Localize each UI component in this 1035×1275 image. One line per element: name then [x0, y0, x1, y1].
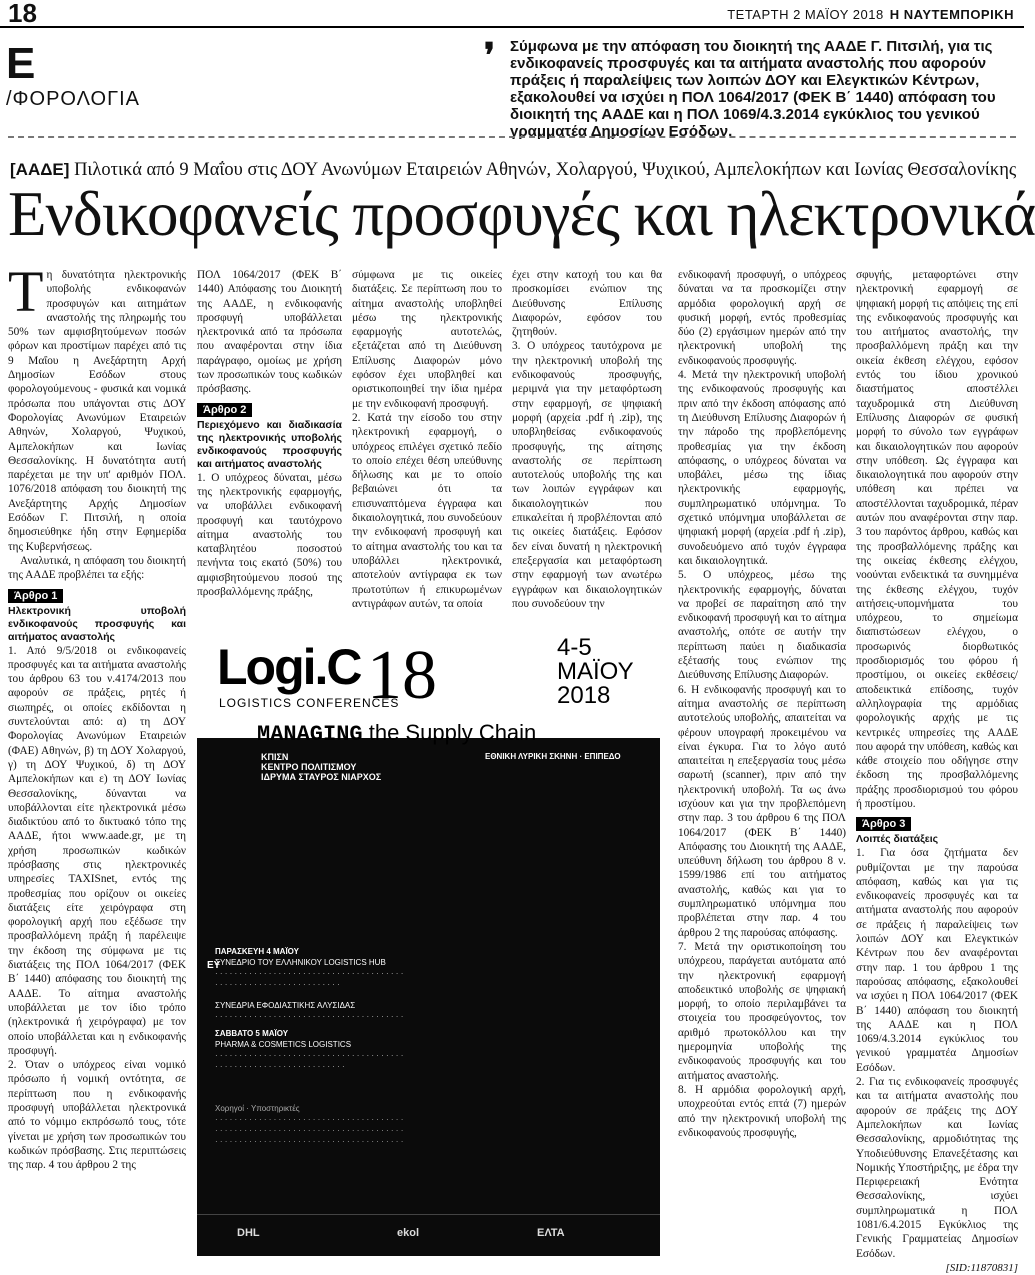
tagline-supply: the Supply Chain	[362, 720, 537, 745]
conference-logo-number: 18	[367, 637, 437, 714]
agenda-detail: · · · · · · · · · · · · · · · · · · · · · · · · · · · · · · · · · · · · · · ·	[215, 1051, 404, 1060]
paragraph: 1. Για όσα ζητήματα δεν ρυθμίζονται με την παρούσα απόφαση, καθώς και για τις ενδικοφανείς προσφυγές και τα αιτήματα αναστολής που αφορούν σε πράξεις ή παραλείψεις των λοιπών ΔΟΥ και Ελεγκτικών Κέντρων που δεν αναφέρονται στην παρ. 1 του άρθρου 1 της παρούσας απόφασης, εξακολουθεί να ισχύει η ΠΟΛ 1064/2017 (ΦΕΚ Β΄ 1440) απόφαση του διοικητή της ΑΑΔΕ και η ΠΟΛ 1069/4.3.2014 εγκύκλιος του γενικού γραμματέα Δημοσίων Εσόδων.	[856, 847, 1018, 1074]
logistics-conference-ad	[197, 628, 660, 1256]
article-subtitle: Λοιπές διατάξεις	[856, 833, 939, 846]
ey-mark: ΕΥ	[207, 960, 221, 971]
article-subtitle: Ηλεκτρονική υποβολή ενδικοφανούς προσφυγής και αιτήματος αναστολής	[8, 604, 186, 643]
kicker-text: Πιλοτικά από 9 Μαΐου στις ΔΟΥ Ανωνύμων Εταιρειών Αθηνών, Χολαργού, Ψυχικού, Αμπελοκήπων και Ιωνίας Θεσσαλονίκης	[69, 160, 1017, 180]
article-column-6	[856, 268, 1018, 1274]
sponsors-detail: · · · · · · · · · · · · · · · · · · · · · · · · · · · · · · · · · · · · · · ·	[215, 1126, 404, 1135]
article-heading: Άρθρο 3	[856, 817, 911, 831]
conference-subtitle: LOGISTICS CONFERENCES	[219, 696, 400, 710]
paragraph: Αναλυτικά, η απόφαση του διοικητή της ΑΑΔΕ προβλέπει τα εξής:	[8, 554, 186, 582]
agenda-event: ΣΥΝΕΔΡΙΟ ΤΟΥ ΕΛΛΗΝΙΚΟΥ LOGISTICS HUB	[215, 958, 386, 967]
article-column-4	[512, 268, 662, 623]
date-days: 4-5	[557, 634, 592, 661]
paragraph: ΠΟΛ 1064/2017 (ΦΕΚ Β΄ 1440) Απόφασης του Διοικητή της ΑΑΔΕ, η ενδικοφανής προσφυγή υποβάλλεται ηλεκτρονικά από τα πρόσωπα που αναφέρονται στην ίδια παράγραφο, ομοίως με χρήση των προσωπικών τους κωδικών πρόσβασης.	[197, 269, 342, 396]
sponsor-logo: ekol	[397, 1227, 420, 1239]
venue-line: ΙΔΡΥΜΑ ΣΤΑΥΡΟΣ ΝΙΑΡΧΟΣ	[261, 772, 382, 782]
section-label	[6, 39, 166, 111]
date-year: 2018	[557, 682, 611, 709]
section-letter: E	[6, 39, 36, 88]
page-header	[0, 0, 1024, 28]
paragraph: 4. Μετά την ηλεκτρονική υποβολή της ενδικοφανούς προσφυγής και πριν από την έκδοση απόφασης από τη Διεύθυνση Επίλυσης Διαφορών ή την πάροδο της προβλεπόμενης προθεσμίας για την έκδοση απόφασης, ο υπόχρεος δύναται να υποβάλει, μέσω της ίδιας ηλεκτρονικής εφαρμογής, συμπληρωματικό υπόμνημα. Το σχετικό υπόμνημα υποβάλλεται σε ψηφιακή μορφή (αρχεία .pdf ή .zip), συνοδευόμενο από τυχόν έγγραφα και δικαιολογητικά.	[678, 369, 846, 567]
agenda-day: ΠΑΡΑΣΚΕΥΗ 4 ΜΑΪΟΥ	[215, 947, 299, 956]
paragraph: 2. Κατά την είσοδο του στην ηλεκτρονική εφαρμογή, ο υπόχρεος επιλέγει σχετικό πεδίο το οποίο επέχει θέση υπεύθυνης δήλωσης και με το οποίο βεβαιώνει ότι τα επισυναπτόμενα έγγραφα και δικαιολογητικά, που συνοδεύουν την ενδικοφανή προσφυγή και το αίτημα αναστολής του και τα υποβάλλει ηλεκτρονικά, αποτελούν αντίγραφα εκ των πρωτοτύπων ή επικυρωμένων αντιγράφων αυτών, τα οποία	[352, 411, 502, 610]
drop-cap: Τ	[8, 259, 44, 324]
article-subtitle: Περιεχόμενο και διαδικασία της ηλεκτρονικής υποβολής ενδικοφανούς προσφυγής και αιτήματος αναστολής	[197, 418, 342, 470]
paragraph: ενδικοφανή προσφυγή, ο υπόχρεος δύναται να τα προσκομίζει στην αρμόδια φορολογική αρχή σε φυσική μορφή, εντός προθεσμίας δύο (2) εργάσιμων ημερών από την ηλεκτρονική υποβολή της ενδικοφανούς προσφυγής.	[678, 269, 846, 367]
date-text: ΤΕΤΑΡΤΗ 2 ΜΑΪΟΥ 2018	[727, 7, 884, 22]
agenda	[207, 940, 645, 1072]
sponsors-block	[215, 1103, 645, 1147]
paragraph: 1. Από 9/5/2018 οι ενδικοφανείς προσφυγές και τα αιτήματα αναστολής του άρθρου 63 του ν.4174/2013 που αφορούν σε πράξεις, ρητές ή σιωπηρές, οι οποίες εκδίδονται η συντελούνται από: α) τη ΔΟΥ Φορολογίας Ανωνύμων Εταιρειών (ΦΑΕ) Αθηνών, β) τη ΔΟΥ Χολαργού, γ) τη ΔΟΥ Ψυχικού, δ) τη ΔΟΥ Αμπελοκήπων και ε) τη ΔΟΥ Ιωνίας Θεσσαλονίκης, δύνανται να υποβάλλονται είτε ηλεκτρονικά μέσω διαδικτύου από το δικτυακό τόπο της ΑΑΔΕ, ήτοι www.aade.gr, με τη χρήση προσωπικών κωδικών πρόσβασης στις ηλεκτρονικές υπηρεσίες TAXISnet, εντός της προθεσμίας που ορίζουν οι οικείες διατάξεις είτε χειρόγραφα στη φορολογική αρχή που εξέδωσε την προσβαλλόμενη πράξη ή παρέλειψε την έκδοση της σύμφωνα με τις διατάξεις της ΠΟΛ 1064/2017 (ΦΕΚ Β΄ 1440) απόφασης του διοικητή της ΑΑΔΕ. Το αίτημα αναστολής υποβάλλεται με τον ίδιο τρόπο (ηλεκτρονικά ή χειρόγραφα) με τον οποίο υποβάλλεται και η ενδικοφανής προσφυγή.	[8, 644, 186, 1057]
venue-line: ΚΕΝΤΡΟ ΠΟΛΙΤΙΣΜΟΥ	[261, 762, 357, 772]
venue-code: ΚΠΙΣΝ	[261, 752, 289, 762]
pull-quote	[484, 37, 1010, 140]
agenda-day: ΣΑΒΒΑΤΟ 5 ΜΑΪΟΥ	[215, 1029, 289, 1038]
quote-text: Σύμφωνα με την απόφαση του διοικητή της ΑΑΔΕ Γ. Πιτσιλή, για τις ενδικοφανείς προσφυγές και τα αιτήματα αναστολής που αφορούν πράξεις ή παραλείψεις των λοιπών ΔΟΥ και Ελεγκτικών Κέντρων, εξακολουθεί να ισχύει η ΠΟΛ 1064/2017 (ΦΕΚ Β΄ 1440) απόφαση του διοικητή της ΑΑΔΕ και η ΠΟΛ 1069/4.3.2014 εγκύκλιος του γενικού γραμματέα Δημοσίων Εσόδων.	[510, 38, 996, 140]
paper-name: Η ΝΑΥΤΕΜΠΟΡΙΚΗ	[889, 7, 1014, 22]
sponsors-detail: · · · · · · · · · · · · · · · · · · · · · · · · · · · · · · · · · · · · · · ·	[215, 1137, 404, 1146]
article-heading: Άρθρο 1	[8, 589, 63, 603]
tagline	[257, 720, 536, 747]
article-column-3	[352, 268, 502, 623]
paragraph: σφυγής, μεταφορτώνει στην ηλεκτρονική εφαρμογή σε ψηφιακή μορφή τις απόψεις της επί της ενδικοφανούς προσφυγής και του αιτήματος αναστολής, την προσβαλλόμενη πράξη και την οικεία έκθεση ελέγχου, εφόσον εντός του ίδιου χρονικού διαστήματος αποστέλλει ταχυδρομικά στη Διεύθυνση Επίλυσης Διαφορών σε φυσική μορφή το σύνολο των εγγράφων και δικαιολογητικών που αφορούν στην υπόθεση. Ως έγγραφα και δικαιολογητικά που αφορούν στην υπόθεση και πρέπει να αποστέλλονται ταχυδρομικά, πέραν αυτών που αναφέρονται στην παρ. 3 του παρόντος άρθρου, καθώς και της προσβαλλόμενης πράξης και της οικείας έκθεσης ελέγχου, νοούνται ενδεικτικά τα συνημμένα της έκθεσης ελέγχου, τυχόν αιτήσεις-υπομνήματα του υπόχρεου, το σημείωμα διαπιστώσεων ελέγχου, ο προσωρινός διορθωτικός προσδιορισμός του φόρου ή προστίμου, οι οικείες εκθέσεις/αποδεικτικά επίδοσης, τυχόν αλληλογραφία της αρμόδιας φορολογικής αρχής με τις κεντρικές υπηρεσίες της ΑΑΔΕ που αφορά την υπόθεση, καθώς και κάθε στοιχείο που οδήγησε στην έκδοση της προσβαλλόμενης πράξης προσδιορισμού του φόρου ή προστίμου.	[856, 269, 1018, 810]
section-name: /ΦΟΡΟΛΟΓΙΑ	[6, 88, 141, 110]
page-number: 18	[8, 0, 37, 28]
agenda-detail: · · · · · · · · · · · · · · · · · · · · · · · · · ·	[215, 980, 340, 989]
article-column-2	[197, 268, 342, 623]
article-column-5	[678, 268, 846, 1258]
kicker-tag: [ΑΑΔΕ]	[10, 160, 70, 179]
sponsor-logo: DHL	[237, 1227, 260, 1239]
article-column-1	[8, 259, 186, 1258]
paragraph: 2. Για τις ενδικοφανείς προσφυγές και τα αιτήματα αναστολής που αφορούν σε πράξεις της ΔΟΥ Αμπελοκήπων και Ιωνίας Θεσσαλονίκης, αρμοδιότητας της Υποδιεύθυνσης Επανεξέτασης και Νομικής Υποστήριξης, με έδρα την Περιφερειακή Ενότητα Θεσσαλονίκης, ισχύει συμπληρωματικά η ΠΟΛ 1081/6.4.2015 Εγκύκλιος της Γενικής Γραμματείας Δημοσίων Εσόδων.	[856, 1076, 1018, 1260]
paragraph: 3. Ο υπόχρεος ταυτόχρονα με την ηλεκτρονική υποβολή της ενδικοφανούς προσφυγής, μεριμνά για την μεταφόρτωση στην εφαρμογή, σε ψηφιακή μορφή (αρχεία .pdf ή .zip), της υποβληθείσας ενδικοφανούς προσφυγής, της αίτησης αναστολής σε περίπτωση αυτοτελούς υποβολής της και των λοιπών εγγράφων και δικαιολογητικών που επικαλείται ή προβλέπονται από τις οικείες διατάξεις. Εφόσον δεν είναι δυνατή η ηλεκτρονική επεξεργασία και μεταφόρτωση στην εφαρμογή των ανωτέρω εγγράφων και δικαιολογητικών που συνοδεύουν την	[512, 340, 662, 610]
ad-header	[197, 628, 660, 747]
paragraph: 5. Ο υπόχρεος, μέσω της ηλεκτρονικής εφαρμογής, δύναται να προβεί σε παραίτηση από την ενδικοφανή προσφυγή και το αίτημα αναστολής, οπότε σε αυτήν την περίπτωση παύει η διαδικασία εξέτασής τους ενώπιον της Διεύθυνσης Επίλυσης Διαφορών.	[678, 569, 846, 682]
venue-hall: ΕΘΝΙΚΗ ΛΥΡΙΚΗ ΣΚΗΝΗ · ΕΠΙΠΕΔΟ	[485, 752, 621, 761]
paragraph: 7. Μετά την οριστικοποίηση του υπόχρεου, παράγεται αυτόματα από την ηλεκτρονική εφαρμογή αποδεικτικό υποβολής σε ψηφιακή μορφή, το οποίο περιλαμβάνει τα στοιχεία του προσφεύγοντος, τον αριθμό πρωτοκόλλου και την ημερομηνία υποβολής της ενδικοφανούς προσφυγής και του αιτήματος αναστολής.	[678, 940, 846, 1082]
sponsors-detail: · · · · · · · · · · · · · · · · · · · · · · · · · · · · · · · · · · · · · · ·	[215, 1115, 404, 1124]
headline: Ενδικοφανείς προσφυγές και ηλεκτρονικά	[8, 179, 1035, 249]
conference-date	[557, 636, 634, 708]
conference-logo: Logi.C	[217, 639, 361, 695]
issue-date	[727, 7, 1014, 22]
agenda-event: PHARMA & COSMETICS LOGISTICS	[215, 1040, 352, 1049]
venue	[261, 752, 381, 782]
paragraph: 1. Ο υπόχρεος δύναται, μέσω της ηλεκτρονικής εφαρμογής, να υποβάλλει ενδικοφανή προσφυγή και ταυτόχρονο αίτημα αναστολής του καταβλητέου ποσοστού πενήντα τοις εκατό (50%) του αμφισβητούμενου ποσού της προσβαλλόμενης πράξης,	[197, 471, 342, 599]
paragraph: 2. Όταν ο υπόχρεος είναι νομικό πρόσωπο ή νομική οντότητα, σε περίπτωση που η ενδικοφανής προσφυγή υποβάλλεται ηλεκτρονικά από το νόμιμο εκπρόσωπό τους, τότε γίνεται με χρήση των προσωπικών του κωδικών πρόσβασης. Στις περιπτώσεις της παρ. 4 του άρθρου 2 της	[8, 1059, 186, 1172]
sponsor-logo: ΕΛΤΑ	[537, 1227, 565, 1239]
paragraph: 8. Η αρμόδια φορολογική αρχή, υποχρεούται εντός επτά (7) ημερών από την ηλεκτρονική υποβολή της ενδικοφανούς προσφυγής,	[678, 1083, 846, 1139]
date-month: ΜΑΪΟΥ	[557, 658, 634, 685]
agenda-detail: · · · · · · · · · · · · · · · · · · · · · · · · · · ·	[215, 1062, 345, 1071]
tagline-managing: MANAGING	[257, 722, 363, 747]
paragraph: σύμφωνα με τις οικείες διατάξεις. Σε περίπτωση που το αίτημα αναστολής υποβληθεί μέσω της ηλεκτρονικής εφαρμογής αυτοτελώς, εξετάζεται από τη Διεύθυνση Επίλυσης Διαφορών μόνο εφόσον έχει υποβληθεί και οριστικοποιηθεί την ίδια ημέρα με την ενδικοφανή προσφυγή.	[352, 269, 502, 410]
article-heading: Άρθρο 2	[197, 403, 252, 417]
agenda-event: ΣΥΝΕΔΡΙΑ ΕΦΟΔΙΑΣΤΙΚΗΣ ΑΛΥΣΙΔΑΣ	[215, 1001, 356, 1010]
paragraph: η δυνατότητα ηλεκτρονικής υποβολής ενδικοφανών προσφυγών και αιτημάτων αναστολής της πληρωμής του 50% των αμφισβητούμενων ποσών φόρων και προστίμων παρέχει από τις 9 Μαΐου η Ανεξάρτητη Αρχή Δημοσίων Εσόδων στους φορολογούμενους - φυσικά και νομικά πρόσωπα που υπάγονται στις ΔΟΥ Φορολογίας Ανωνύμων Εταιρειών Αθηνών, Χολαργού, Ψυχικού, Αμπελοκήπων και Ιωνίας Θεσσαλονίκης. Η δυνατότητα αυτή παρέχεται με την υπ' αριθμόν ΠΟΛ. 1076/2018 απόφαση του διοικητή της Ανεξάρτητης Αρχής Δημοσίων Εσόδων Γ. Πιτσιλή, η οποία δημοσιεύθηκε ήδη στην Εφημερίδα της Κυβερνήσεως.	[8, 269, 186, 553]
paragraph: έχει στην κατοχή του και θα προσκομίσει ενώπιον της Διεύθυνσης Επίλυσης Διαφορών, εφόσον του ζητηθούν.	[512, 269, 662, 339]
agenda-detail: · · · · · · · · · · · · · · · · · · · · · · · · · · · · · · · · · · · · · · ·	[215, 969, 404, 978]
sponsor-logos	[197, 1214, 660, 1256]
paragraph: 6. Η ενδικοφανής προσφυγή και το αίτημα αναστολής σε περίπτωση αυτοτελούς υποβολής, απαιτείται να φέρουν υπογραφή προκειμένου να είναι έγκυρα. Για το λόγο αυτό απαιτείται η επεξεργασία τους μέσω σαρωτή (scanner), πριν από την ηλεκτρονική υποβολή. Τα ως άνω ισχύουν και για την προβλεπόμενη στην παρ. 3 του άρθρου 6 της ΠΟΛ 1064/2017 (ΦΕΚ Β΄ 1440) Απόφασης του Διοικητή της ΑΑΔΕ, υπεύθυνη δήλωση του άρθρου 8 ν. 1599/1986 επί του αιτήματος αναστολής, καθώς και για το συμπληρωματικό υπόμνημα που προβλέπεται στην παρ. 4 του άρθρου 2 της παρούσας απόφασης.	[678, 683, 846, 939]
story-id: [SID:11870831]	[945, 1261, 1018, 1274]
quote-mark-icon: ❜	[484, 37, 495, 75]
divider	[8, 136, 1016, 138]
agenda-detail: · · · · · · · · · · · · · · · · · · · · · · · · · · · · · · · · · · · · · · ·	[215, 1012, 404, 1021]
sponsors-heading: Χορηγοί · Υποστηρικτές	[215, 1104, 300, 1113]
